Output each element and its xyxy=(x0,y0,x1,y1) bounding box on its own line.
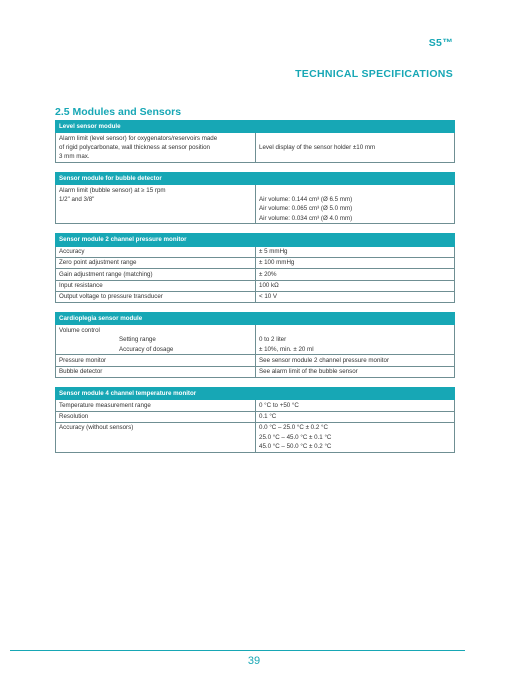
row-value: See sensor module 2 channel pressure monitor xyxy=(256,355,455,366)
row-label: Input resistance xyxy=(56,280,256,291)
table-row xyxy=(56,257,455,268)
table-row xyxy=(56,325,455,355)
table-row xyxy=(56,246,455,257)
row-label: Volume control Setting range Accuracy of dosage xyxy=(56,325,256,355)
row-value: < 10 V xyxy=(256,291,455,302)
row-value: See alarm limit of the bubble sensor xyxy=(256,366,455,377)
table-title: Sensor module 2 channel pressure monitor xyxy=(56,234,455,246)
table-row xyxy=(56,185,455,224)
row-label: Accuracy xyxy=(56,246,256,257)
bubble-detector-table xyxy=(55,172,455,224)
table-row xyxy=(56,269,455,280)
temperature-monitor-table xyxy=(55,387,455,453)
row-value: 100 kΩ xyxy=(256,280,455,291)
row-value: ± 100 mmHg xyxy=(256,257,455,268)
row-value: 0.1 °C xyxy=(256,411,455,422)
row-label: Zero point adjustment range xyxy=(56,257,256,268)
row-label: Resolution xyxy=(56,411,256,422)
row-value: 0 to 2 liter ± 10%, min. ± 20 ml xyxy=(256,325,455,355)
table-title: Level sensor module xyxy=(56,121,455,133)
spec-tables xyxy=(55,120,454,462)
row-label: Pressure monitor xyxy=(56,355,256,366)
row-label: Alarm limit (bubble sensor) at ≥ 15 rpm 1/2" and 3/8" xyxy=(56,185,256,224)
row-label: Gain adjustment range (matching) xyxy=(56,269,256,280)
row-value: Air volume: 0.144 cm³ (Ø 6.5 mm) Air volume: 0.065 cm³ (Ø 5.0 mm) Air volume: 0.034 cm³ (Ø 4.0 mm) xyxy=(256,185,455,224)
table-row xyxy=(56,280,455,291)
table-row xyxy=(56,355,455,366)
row-value: 0 °C to +50 °C xyxy=(256,400,455,411)
table-row xyxy=(56,133,455,163)
table-row xyxy=(56,422,455,452)
level-sensor-table xyxy=(55,120,455,163)
pressure-monitor-table xyxy=(55,233,455,303)
row-value: ± 5 mmHg xyxy=(256,246,455,257)
row-label: Accuracy (without sensors) xyxy=(56,422,256,452)
page-number: 39 xyxy=(247,655,261,667)
table-row xyxy=(56,291,455,302)
footer-divider xyxy=(10,650,465,651)
table-row xyxy=(56,411,455,422)
document-title: TECHNICAL SPECIFICATIONS xyxy=(295,68,453,80)
brand-label: S5™ xyxy=(428,37,453,49)
table-row xyxy=(56,400,455,411)
table-title: Sensor module 4 channel temperature monitor xyxy=(56,387,455,399)
row-value: Level display of the sensor holder ±10 mm xyxy=(256,133,455,163)
row-label: Bubble detector xyxy=(56,366,256,377)
row-label: Output voltage to pressure transducer xyxy=(56,291,256,302)
section-heading: 2.5 Modules and Sensors xyxy=(55,106,182,118)
table-row xyxy=(56,366,455,377)
row-label: Alarm limit (level sensor) for oxygenators/reservoirs made of rigid polycarbonate, wall thickness at sensor position 3 mm max. xyxy=(56,133,256,163)
row-value: 0.0 °C – 25.0 °C ± 0.2 °C 25.0 °C – 45.0 °C ± 0.1 °C 45.0 °C – 50.0 °C ± 0.2 °C xyxy=(256,422,455,452)
cardioplegia-table xyxy=(55,312,455,378)
table-title: Sensor module for bubble detector xyxy=(56,173,455,185)
table-title: Cardioplegia sensor module xyxy=(56,313,455,325)
row-label: Temperature measurement range xyxy=(56,400,256,411)
row-value: ± 20% xyxy=(256,269,455,280)
